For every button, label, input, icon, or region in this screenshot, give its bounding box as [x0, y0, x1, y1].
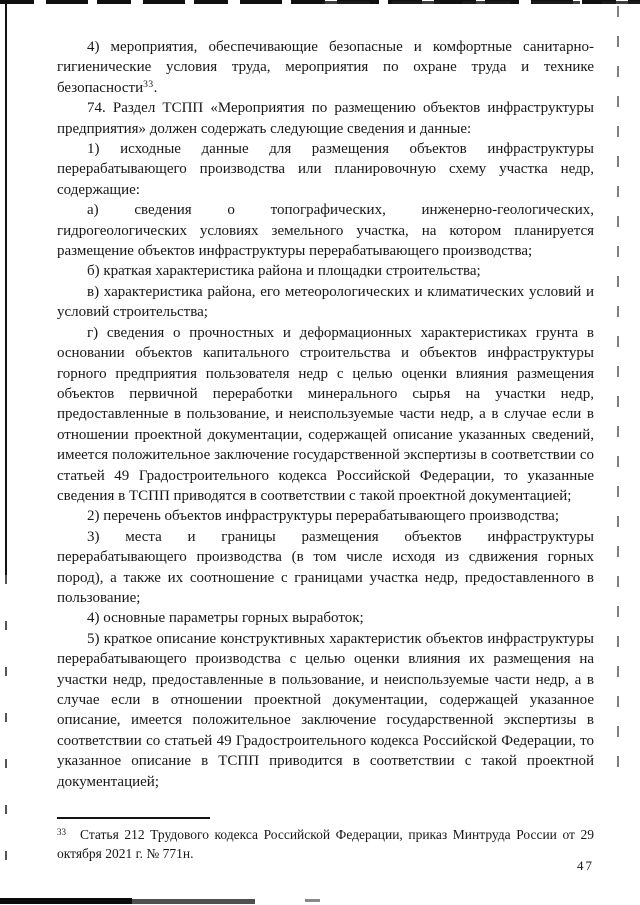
- scan-artifact-bottom-edge-grey: [132, 899, 255, 904]
- body-paragraph: г) сведения о прочностных и деформационных характеристиках грунта в основании объектов капитального строительства и объектов инфраструктуры горного предприятия пользователя недр с целью оценки влияния размещения объектов первичной переработки минерального сырья на участки недр, предоставленные в пользование, и неиспользуемые части недр, а в случае если в отношении проектной документации, содержащей описание указанных сведений, имеется положительное заключение государственной экспертизы в соответствии со статьей 49 Градостроительного кодекса Российской Федерации, то указанные сведения в ТСПП приводятся в соответствии с такой проектной документацией;: [57, 324, 594, 504]
- paragraph-text: .: [153, 79, 158, 96]
- body-paragraph: 1) исходные данные для размещения объектов инфраструктуры перерабатывающего производства или планировочную схему участка недр, содержащие:: [57, 141, 594, 198]
- footnote-marker: 33: [57, 827, 66, 837]
- body-paragraph: 3) места и границы размещения объектов инфраструктуры перерабатывающего производства (в том числе исходя из сдвижения горных пород), а также их соотношение с границами участка недр, предоставленного в пользование;: [57, 528, 594, 606]
- body-paragraph: в) характеристика района, его метеорологических и климатических условий и условий строительства;: [57, 283, 594, 321]
- footnote-reference: 33: [143, 79, 154, 90]
- scan-artifact-right-edge: [617, 6, 619, 786]
- scan-artifact-top-edge-right: [300, 1, 640, 4]
- footnote: [57, 825, 594, 863]
- scan-artifact-left-edge: [5, 0, 7, 575]
- scan-artifact-bottom-tick: [305, 899, 320, 902]
- body-paragraph: 4) основные параметры горных выработок;: [87, 610, 364, 627]
- body-paragraph: 74. Раздел ТСПП «Мероприятия по размещению объектов инфраструктуры предприятия» должен содержать следующие сведения и данные:: [57, 100, 594, 137]
- footnote-text: Статья 212 Трудового кодекса Российской Федерации, приказ Минтруда России от 29 октября 2021 г. № 771н.: [57, 827, 594, 861]
- paragraph-text: 4) мероприятия, обеспечивающие безопасные и комфортные санитарно-гигиенические условия труда, мероприятия по охране труда и технике безопасности: [57, 39, 594, 96]
- body-paragraph: б) краткая характеристика района и площадки строительства;: [87, 263, 481, 280]
- body-paragraph: 5) краткое описание конструктивных характеристик объектов инфраструктуры перерабатывающего производства с целью оценки влияния их размещения на участки недр, предоставленные в пользование, и неиспользуемые части недр, а в случае если в отношении проектной документации, содержащей указанное описание, имеется положительное заключение государственной экспертизы в соответствии со статьей 49 Градостроительного кодекса Российской Федерации, то указанное описание в ТСПП приводится в соответствии с такой проектной документацией;: [57, 630, 594, 790]
- footnote-separator: [57, 817, 210, 819]
- body-paragraph: [57, 37, 594, 98]
- document-body-text: [57, 37, 594, 792]
- scan-artifact-bottom-edge: [0, 898, 132, 904]
- body-paragraph: а) сведения о топографических, инженерно-геологических, гидрогеологических условиях земельного участка, на котором планируется размещение объектов инфраструктуры перерабатывающего производства;: [57, 202, 594, 260]
- page-number: 47: [577, 858, 594, 873]
- body-paragraph: 2) перечень объектов инфраструктуры перерабатывающего производства;: [87, 508, 559, 525]
- scan-artifact-left-edge-dashed: [5, 575, 7, 880]
